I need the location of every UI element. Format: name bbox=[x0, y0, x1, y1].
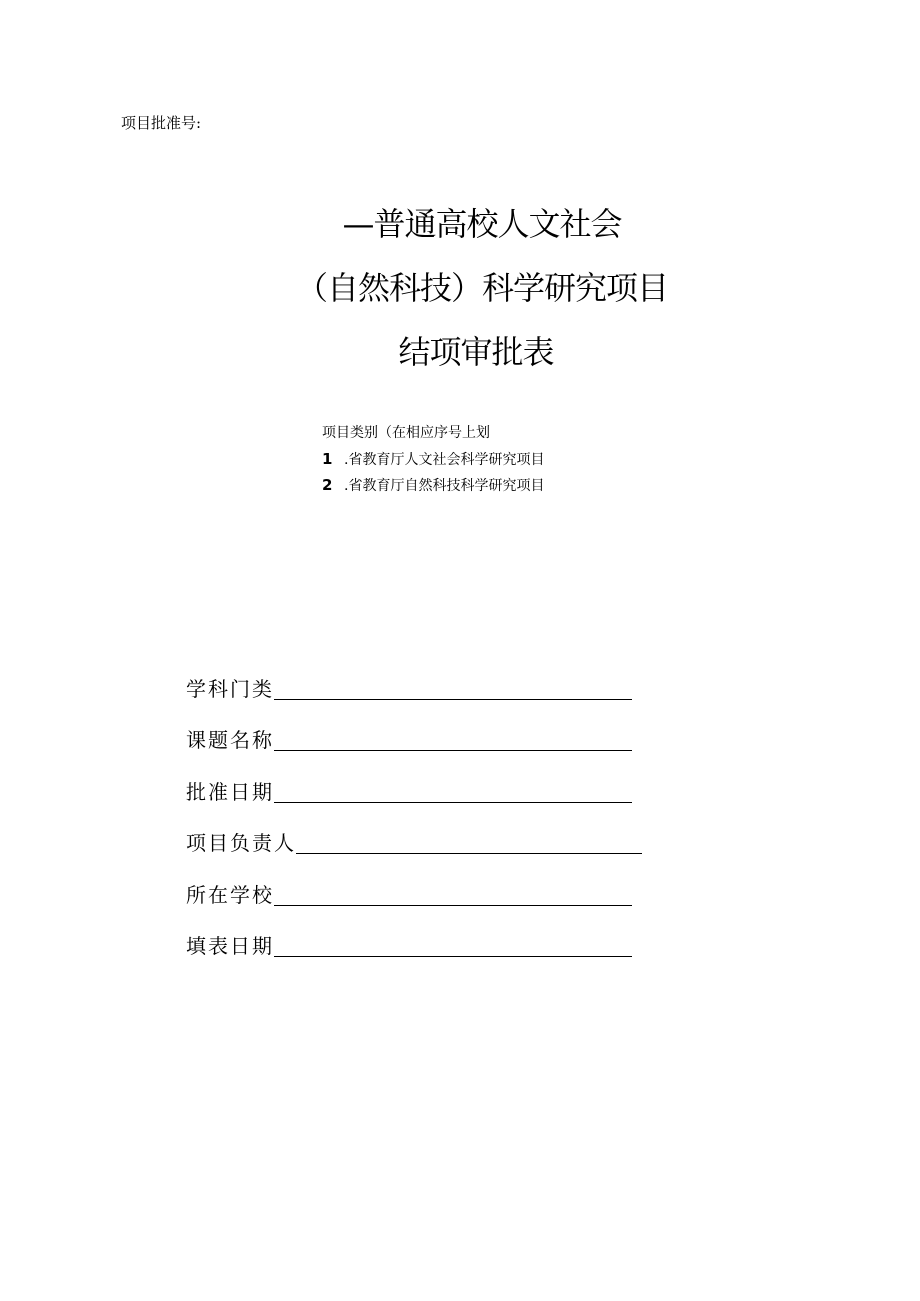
field-row-school bbox=[186, 858, 642, 910]
page-title-line-1: —普通高校人文社会 bbox=[342, 205, 622, 243]
school-fill-line[interactable] bbox=[274, 879, 632, 906]
field-label-school: 所在学校 bbox=[186, 882, 274, 907]
page-title-line-2: （自然科技）科学研究项目 bbox=[295, 269, 668, 307]
project-category-option-2[interactable] bbox=[322, 472, 544, 498]
fill-date-fill-line[interactable] bbox=[274, 930, 632, 957]
option-label: .省教育厅人文社会科学研究项目 bbox=[344, 452, 545, 468]
leader-fill-line[interactable] bbox=[296, 827, 642, 854]
project-category-option-1[interactable] bbox=[322, 446, 544, 472]
approval-date-fill-line[interactable] bbox=[274, 776, 632, 803]
topic-fill-line[interactable] bbox=[274, 724, 632, 751]
field-row-approval-date bbox=[186, 755, 642, 807]
info-fields bbox=[186, 652, 642, 961]
option-number: 2 bbox=[322, 476, 333, 494]
option-label: .省教育厅自然科技科学研究项目 bbox=[344, 478, 545, 494]
field-label-leader: 项目负责人 bbox=[186, 831, 296, 855]
approval-number-label: 项目批准号: bbox=[121, 114, 202, 132]
field-row-fill-date bbox=[186, 910, 642, 962]
project-category-block bbox=[322, 420, 544, 498]
option-number: 1 bbox=[322, 450, 333, 468]
project-category-heading: 项目类别（在相应序号上划 bbox=[322, 425, 490, 441]
field-row-topic bbox=[186, 704, 642, 756]
field-label-discipline: 学科门类 bbox=[186, 676, 274, 701]
field-row-leader bbox=[186, 807, 642, 859]
page-title-line-3: 结项审批表 bbox=[398, 333, 554, 371]
field-row-discipline bbox=[186, 652, 642, 704]
field-label-approval-date: 批准日期 bbox=[186, 779, 274, 804]
field-label-topic: 课题名称 bbox=[186, 728, 274, 752]
field-label-fill-date: 填表日期 bbox=[186, 934, 274, 958]
discipline-fill-line[interactable] bbox=[274, 673, 632, 700]
